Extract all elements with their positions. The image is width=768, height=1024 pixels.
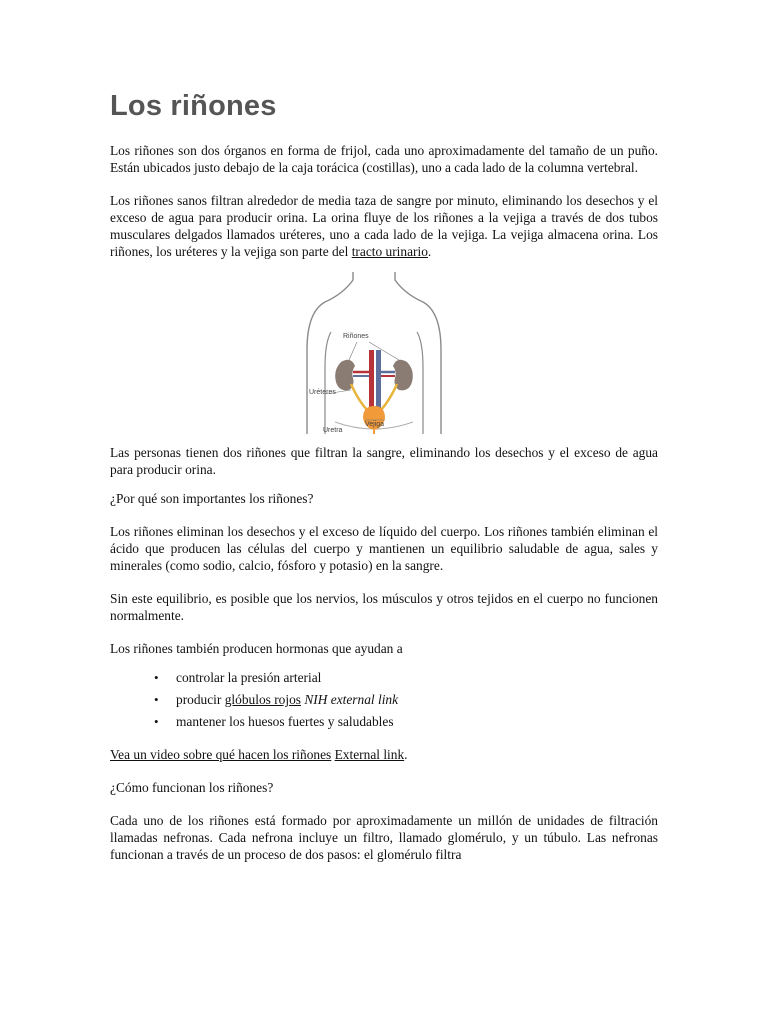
list-item: [176, 691, 658, 708]
intro-paragraph-2-text: Los riñones sanos filtran alrededor de media taza de sangre por minuto, eliminando los desechos y el exceso de agua para producir orina. La orina fluye de los riñones a la vejiga a través de dos tubos musculares delgados llamados uréteres, uno a cada lado de la vejiga. La vejiga almacena orina. Los riñones, los uréteres y la vejiga son parte del: [110, 193, 658, 259]
why-paragraph-3: Los riñones también producen hormonas que ayudan a: [110, 641, 403, 656]
label-ureters: Uréteres: [309, 389, 336, 396]
nih-external-link-label: NIH external link: [304, 692, 399, 707]
right-ureter: [379, 384, 397, 412]
bullet-1-text: controlar la presión arterial: [176, 670, 322, 685]
kidney-video-link[interactable]: Vea un video sobre qué hacen los riñones: [110, 747, 332, 762]
label-urethra: Uretra: [323, 427, 343, 434]
section-why-heading: ¿Por qué son importantes los riñones?: [110, 491, 314, 506]
list-item: [176, 713, 658, 730]
document-page: [110, 88, 658, 879]
external-link[interactable]: External link: [334, 747, 405, 762]
hormone-functions-list: [110, 669, 658, 730]
label-bladder: Vejiga: [365, 421, 385, 428]
section-how-heading: ¿Cómo funcionan los riñones?: [110, 780, 274, 795]
figure-caption: Las personas tienen dos riñones que filtran la sangre, eliminando los desechos y el exceso de agua para producir orina.: [110, 445, 658, 477]
urinary-system-diagram: [303, 272, 445, 434]
intro-paragraph-1: Los riñones son dos órganos en forma de frijol, cada uno aproximadamente del tamaño de un puño. Están ubicados justo debajo de la caja torácica (costillas), uno a cada lado de la columna vertebral.: [110, 143, 658, 175]
label-kidneys: Riñones: [343, 333, 369, 340]
why-paragraph-2: Sin este equilibrio, es posible que los nervios, los músculos y otros tejidos en el cuerpo no funcionen normalmente.: [110, 591, 658, 623]
why-paragraph-1: Los riñones eliminan los desechos y el exceso de líquido del cuerpo. Los riñones también eliminan el ácido que producen las células del cuerpo y mantienen un equilibrio saludable de agua, sales y minerales (como sodio, calcio, fósforo y potasio) en la sangre.: [110, 524, 658, 573]
how-paragraph-1: Cada uno de los riñones está formado por aproximadamente un millón de unidades de filtración llamadas nefronas. Cada nefrona incluye un filtro, llamado glomérulo, y un túbulo. Las nefronas funcionan a través de un proceso de dos pasos: el glomérulo filtra: [110, 813, 658, 862]
urinary-system-figure: [110, 272, 658, 434]
bullet-3-text: mantener los huesos fuertes y saludables: [176, 714, 394, 729]
bullet-2-prefix: producir: [176, 692, 225, 707]
video-paragraph-end: .: [404, 747, 408, 762]
video-paragraph: [110, 746, 658, 763]
left-ureter: [351, 384, 369, 412]
red-blood-cells-link[interactable]: glóbulos rojos: [224, 692, 301, 707]
intro-paragraph-2-end: .: [427, 244, 432, 259]
intro-paragraph-2: [110, 192, 658, 260]
urinary-tract-link[interactable]: tracto urinario: [351, 244, 428, 259]
list-item: [176, 669, 658, 686]
page-title: Los riñones: [110, 90, 277, 122]
